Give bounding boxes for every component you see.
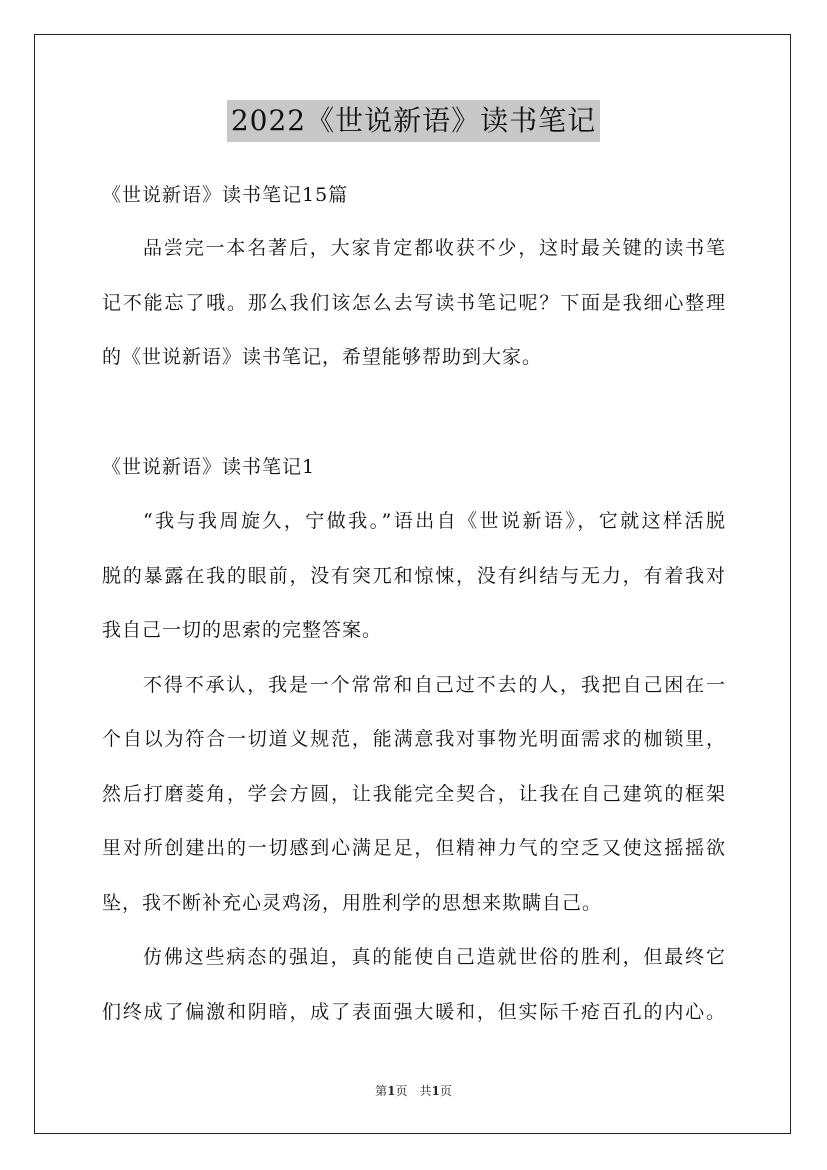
subtitle: 《世说新语》读书笔记15篇: [102, 184, 349, 206]
title-wrap: [0, 100, 827, 142]
intro-line: 的《世说新语》读书笔记，希望能够帮助到大家。: [102, 346, 543, 368]
paragraph-line: 脱的暴露在我的眼前，没有突兀和惊悚，没有纠结与无力，有着我对: [102, 565, 726, 587]
footer-page-prefix: 第: [375, 1084, 388, 1098]
page-footer: [0, 1082, 827, 1100]
footer-page-suffix: 页: [439, 1084, 452, 1098]
document-title: 2022《世说新语》读书笔记: [227, 100, 600, 142]
paragraph-line: 个自以为符合一切道义规范，能满意我对事物光明面需求的枷锁里，: [102, 728, 726, 750]
paragraph-line: 里对所创建出的一切感到心满足足，但精神力气的空乏又使这摇摇欲: [102, 837, 726, 859]
footer-page-number: 1: [387, 1084, 396, 1098]
footer-page-mid: 页 共: [395, 1084, 432, 1098]
paragraph-line: 坠，我不断补充心灵鸡汤，用胜利学的思想来欺瞒自己。: [102, 892, 603, 914]
footer-total-pages: 1: [431, 1084, 440, 1098]
paragraph-line: 我自己一切的思索的完整答案。: [102, 619, 383, 641]
paragraph-line: 仿佛这些病态的强迫，真的能使自己造就世俗的胜利，但最终它: [143, 946, 726, 968]
paragraph-line: 然后打磨菱角，学会方圆，让我能完全契合，让我在自己建筑的框架: [102, 783, 726, 805]
paragraph-line: 不得不承认，我是一个常常和自己过不去的人，我把自己困在一: [143, 674, 726, 696]
intro-line: 记不能忘了哦。那么我们该怎么去写读书笔记呢？下面是我细心整理: [102, 292, 726, 314]
paragraph-line: 们终成了偏激和阴暗，成了表面强大暖和，但实际千疮百孔的内心。: [102, 1001, 726, 1023]
section-heading: 《世说新语》读书笔记1: [102, 456, 316, 478]
intro-line: 品尝完一本名著后，大家肯定都收获不少，这时最关键的读书笔: [143, 237, 726, 259]
paragraph-line: “我与我周旋久，宁做我。”语出自《世说新语》，它就这样活脱: [143, 510, 726, 532]
